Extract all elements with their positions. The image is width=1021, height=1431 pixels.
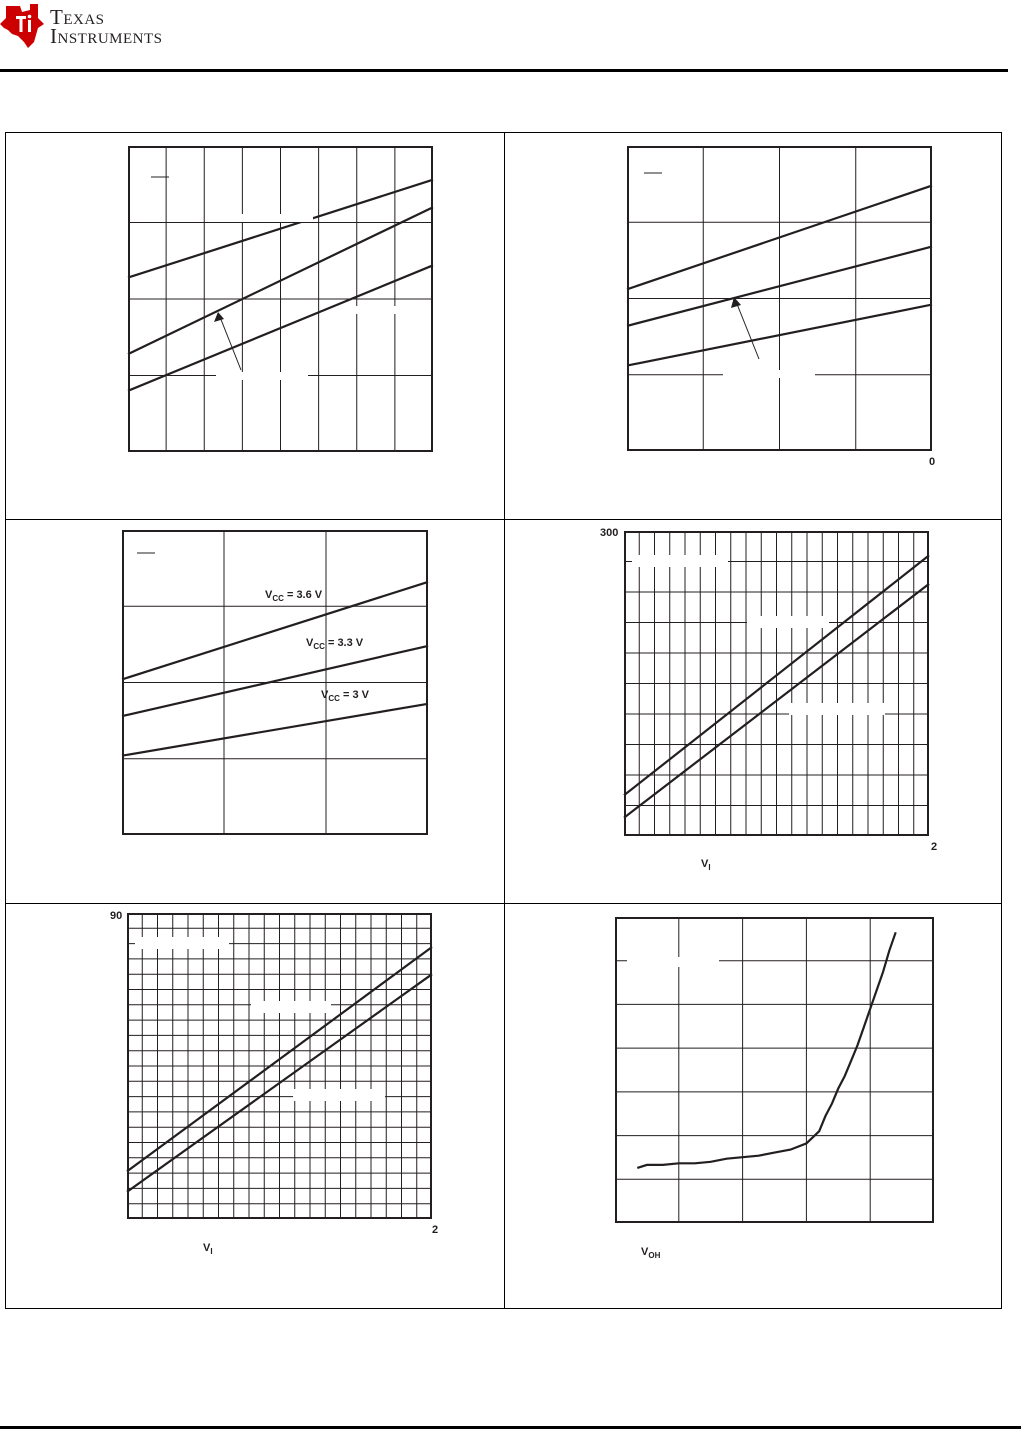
chart-4-x-axis-label: $V_I$ — [701, 858, 711, 872]
brand-line-2: Instruments — [50, 24, 163, 48]
panel-divider-row-1 — [5, 519, 1002, 520]
footer-divider — [0, 1426, 1021, 1429]
series-3-line — [122, 704, 428, 756]
brand-line-1: Texas — [50, 5, 105, 29]
brand-wordmark — [50, 5, 163, 48]
panel-divider-vertical — [504, 132, 505, 1309]
series-label-vcc-3-6: $V_{CC} = 3.6$ V — [265, 589, 323, 603]
chart-5 — [127, 913, 432, 1219]
label-mask — [293, 1089, 385, 1101]
label-mask — [627, 957, 719, 967]
chart-6-x-axis-label: $V_{OH}$ — [641, 1246, 661, 1260]
label-mask — [747, 616, 829, 628]
texas-instruments-logo — [0, 2, 200, 54]
series-label-vcc-3: $V_{CC} = 3$ V — [321, 689, 369, 703]
callout-arrow-head — [214, 312, 224, 322]
ti-state-logo-icon — [0, 2, 44, 50]
chart-2 — [627, 146, 932, 451]
callout-arrow-line — [737, 304, 759, 359]
series-label-vcc-3-3: $V_{CC} = 3.3$ V — [306, 637, 364, 651]
callout-arrow-line — [220, 317, 241, 370]
label-mask — [251, 1001, 331, 1013]
label-mask — [350, 306, 408, 314]
header-divider — [0, 69, 1008, 72]
label-mask — [135, 937, 229, 949]
chart-5-y-max-label: 90 — [110, 910, 123, 922]
chart-5-x-axis-label: $V_I$ — [203, 1242, 213, 1256]
chart-1 — [128, 146, 433, 452]
chart-2-axis-label: 0 — [929, 456, 936, 468]
label-mask — [723, 370, 815, 378]
chart-4-x-max-label: 2 — [931, 841, 938, 853]
series-2-line — [122, 646, 428, 716]
series-1-line — [637, 932, 895, 1168]
panel-divider-row-2 — [5, 903, 1002, 904]
chart-4 — [624, 531, 929, 836]
label-mask — [216, 372, 308, 380]
chart-3 — [122, 530, 428, 835]
chart-4-y-max-label: 300 — [600, 527, 619, 539]
chart-6 — [615, 917, 934, 1223]
label-mask — [632, 555, 728, 567]
chart-5-x-max-label: 2 — [432, 1224, 439, 1236]
label-mask — [789, 703, 885, 715]
label-mask — [221, 214, 313, 222]
